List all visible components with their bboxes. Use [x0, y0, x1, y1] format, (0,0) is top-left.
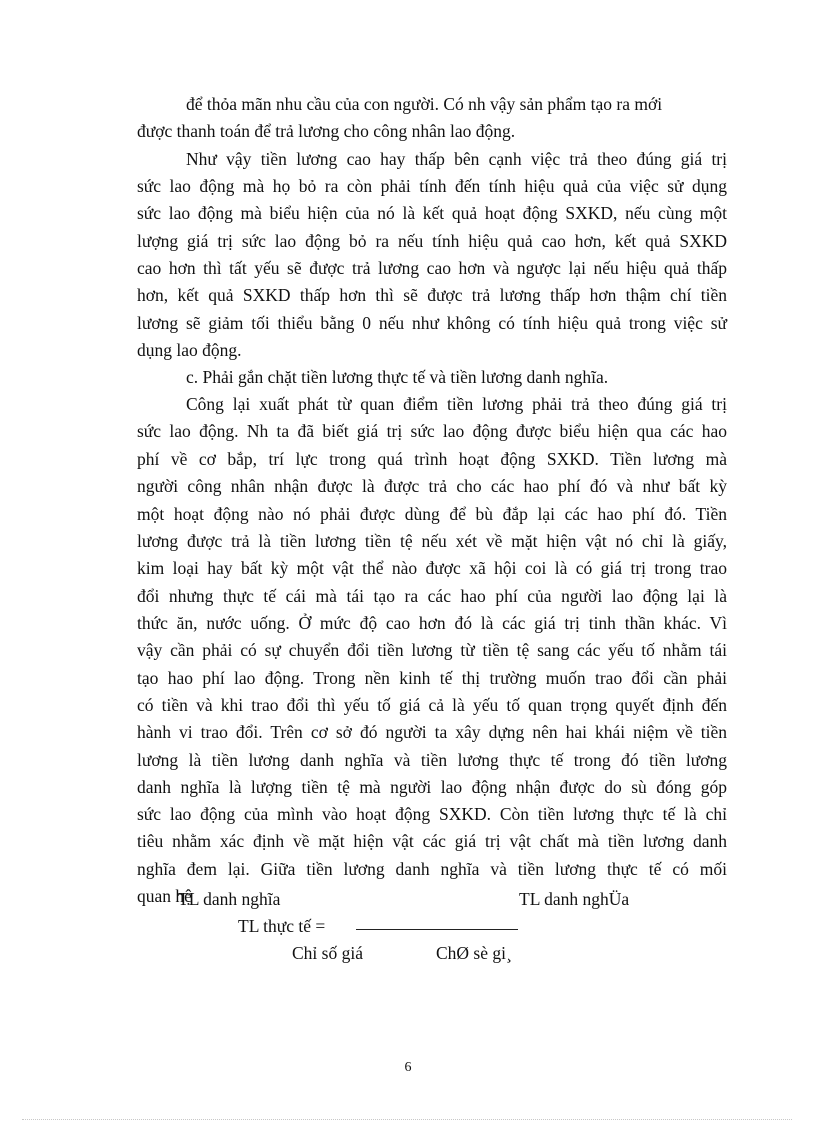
text-line: hơn, kết quả SXKD thấp hơn thì sẽ được trả lương thấp hơn thậm chí tiền [137, 285, 727, 305]
formula-numerator-left: TL danh nghĩa [178, 889, 281, 909]
text-line: kim loại hay bất kỳ một vật thể nào được xã hội coi là có giá trị trong trao [137, 558, 727, 578]
text-line: dụng lao động. [137, 340, 242, 360]
text-line: được thanh toán để trả lương cho công nhân lao động. [137, 121, 516, 141]
text-line: danh nghĩa là lượng tiền tệ mà người lao động nhận được do sù đóng góp [137, 777, 727, 797]
section-heading: c. Phải gắn chặt tiền lương thực tế và tiền lương danh nghĩa. [186, 367, 609, 387]
text-line: sức lao động mà biểu hiện của nó là kết quả hoạt động SXKD, nếu cùng một [137, 203, 727, 223]
page-bottom-divider [22, 1119, 792, 1120]
text-line: một hoạt động nào nó phải được dùng để bù đắp lại các hao phí đó. Tiền [137, 504, 727, 524]
text-line: hành vi trao đổi. Trên cơ sở đó người ta xây dựng nên hai khái niệm về tiền [137, 722, 727, 742]
text-line: phí về cơ bắp, trí lực trong quá trình hoạt động SXKD. Tiền lương mà [137, 449, 727, 469]
text-line: tiêu nhằm xác định về mặt hiện vật các giá trị vật chất mà tiền lương danh [137, 831, 727, 851]
text-line: quan hệ [137, 886, 192, 906]
text-line: đổi nhưng thực tế cái mà tái tạo ra các hao phí của người lao động lại là [137, 586, 727, 606]
text-line: để thỏa mãn nhu cầu của con người. Có nh vậy sản phẩm tạo ra mới [186, 94, 663, 114]
text-line: thức ăn, nước uống. Ở mức độ cao hơn đó là các giá trị tinh thần khác. Vì [137, 613, 727, 633]
text-line: người công nhân nhận được là được trả cho các hao phí đó và như bất kỳ [137, 476, 727, 496]
text-line: sức lao động của mình vào hoạt động SXKD. Còn tiền lương thực tế là chỉ [137, 804, 727, 824]
text-line: nghĩa đem lại. Giữa tiền lương danh nghĩa và tiền lương thực tế có mối [137, 859, 727, 879]
text-line: cao hơn thì tất yếu sẽ được trả lương cao hơn và ngược lại nếu hiệu quả thấp [137, 258, 727, 278]
text-line: Như vậy tiền lương cao hay thấp bên cạnh việc trả theo đúng giá trị [186, 149, 727, 169]
text-line: sức lao động mà họ bỏ ra còn phải tính đến tính hiệu quả của việc sử dụng [137, 176, 727, 196]
text-line: sức lao động. Nh ta đã biết giá trị sức lao động được biểu hiện qua các hao [137, 421, 727, 441]
text-line: lương sẽ giảm tối thiểu bằng 0 nếu như không có tính hiệu quả trong việc sử [137, 313, 727, 333]
formula-denominator-left: Chỉ số giá [292, 943, 363, 963]
formula-numerator-right: TL danh nghÜa [519, 889, 630, 909]
text-line: lượng giá trị sức lao động bỏ ra nếu tính hiệu quả cao hơn, kết quả SXKD [137, 231, 727, 251]
text-line: Công lại xuất phát từ quan điểm tiền lương phải trả theo đúng giá trị [186, 394, 727, 414]
text-line: tạo hao phí lao động. Trong nền kinh tế thị trường muốn trao đổi cần phải [137, 668, 727, 688]
text-line: vậy cần phải có sự chuyển đổi tiền lương từ tiền tệ sang các yếu tố nhằm tái [137, 640, 727, 660]
formula-denominator-right: ChØ sè gi¸ [436, 943, 512, 963]
text-line: lương được trả là tiền lương tiền tệ nếu xét về mặt hiện vật nó chỉ là giấy, [137, 531, 727, 551]
page-number: 6 [404, 1060, 412, 1075]
fraction-bar [356, 929, 518, 930]
text-line: lương là tiền lương danh nghĩa và tiền lương thực tế trong đó tiền lương [137, 750, 727, 770]
formula-lhs: TL thực tế = [238, 916, 326, 936]
text-line: có tiền và khi trao đổi thì yếu tố giá cả là yếu tố quan trọng quyết định đến [137, 695, 727, 715]
